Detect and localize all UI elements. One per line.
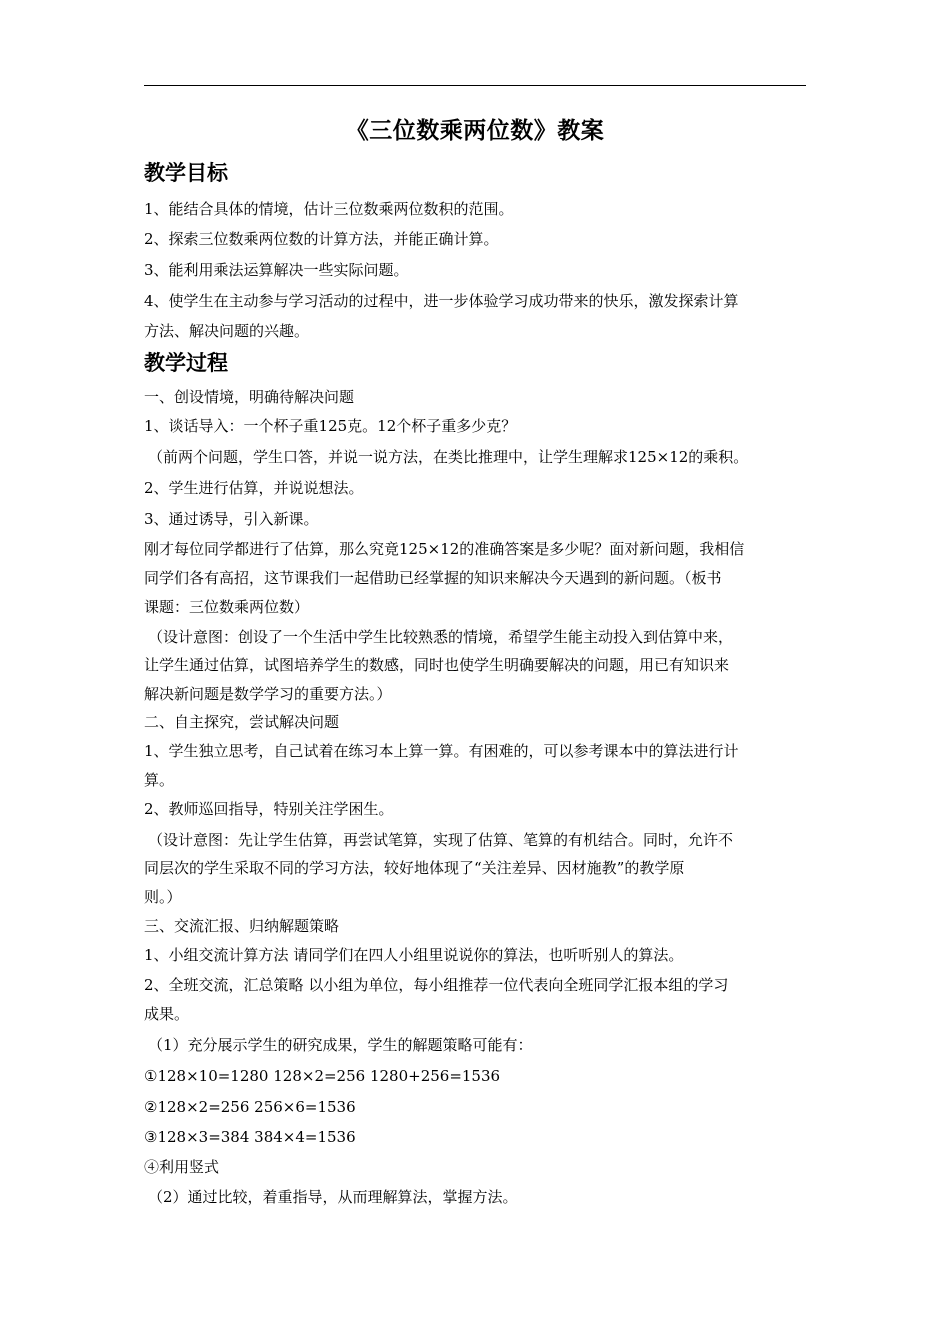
goal-2: 2、探索三位数乘两位数的计算方法，并能正确计算。 xyxy=(144,230,499,248)
paragraph: 成果。 xyxy=(144,1005,190,1023)
step-2-heading: 二、自主探究，尝试解决问题 xyxy=(144,713,340,731)
strategy-item: ③128×3=384 384×4=1536 xyxy=(144,1128,356,1146)
strategy-item: ①128×10=1280 128×2=256 1280+256=1536 xyxy=(144,1067,501,1085)
paragraph: （2）通过比较，着重指导，从而理解算法，掌握方法。 xyxy=(148,1188,518,1206)
paragraph: 2、教师巡回指导，特别关注学困生。 xyxy=(144,800,394,818)
step-3-heading: 三、交流汇报、归纳解题策略 xyxy=(144,917,340,935)
paragraph: 算。 xyxy=(144,771,175,789)
document-title: 《三位数乘两位数》教案 xyxy=(345,117,605,144)
heading-teaching-goals: 教学目标 xyxy=(144,160,228,185)
goal-4-line1: 4、使学生在主动参与学习活动的过程中，进一步体验学习成功带来的快乐，激发探索计算 xyxy=(144,292,739,310)
paragraph: 课题：三位数乘两位数） xyxy=(144,598,310,616)
strategy-item: ②128×2=256 256×6=1536 xyxy=(144,1098,356,1116)
design-intent-note: （设计意图：先让学生估算，再尝试笔算，实现了估算、笔算的有机结合。同时，允许不 xyxy=(148,831,734,849)
design-intent-note: 同层次的学生采取不同的学习方法，较好地体现了“关注差异、因材施教”的教学原 xyxy=(144,859,685,877)
design-intent-note: 解决新问题是数学学习的重要方法。） xyxy=(144,685,392,703)
strategy-item: ④利用竖式 xyxy=(144,1158,220,1176)
paragraph: 同学们各有高招，这节课我们一起借助已经掌握的知识来解决今天遇到的新问题。（板书 xyxy=(144,569,722,587)
paragraph: 2、学生进行估算，并说说想法。 xyxy=(144,479,364,497)
paragraph: 2、全班交流，汇总策略 以小组为单位，每小组推荐一位代表向全班同学汇报本组的学习 xyxy=(144,976,729,994)
header-rule xyxy=(144,85,806,86)
goal-3: 3、能利用乘法运算解决一些实际问题。 xyxy=(144,261,409,279)
paragraph: 1、学生独立思考，自己试着在练习本上算一算。有困难的，可以参考课本中的算法进行计 xyxy=(144,742,739,760)
design-intent-note: （设计意图：创设了一个生活中学生比较熟悉的情境，希望学生能主动投入到估算中来， xyxy=(148,628,734,646)
paragraph: （1）充分展示学生的研究成果，学生的解题策略可能有： xyxy=(148,1036,533,1054)
paragraph: 1、谈话导入：一个杯子重125克。12个杯子重多少克？ xyxy=(144,417,517,435)
heading-teaching-process: 教学过程 xyxy=(144,350,228,375)
paragraph: （前两个问题，学生口答，并说一说方法，在类比推理中，让学生理解求125×12的乘积。 xyxy=(148,448,749,466)
paragraph: 1、小组交流计算方法 请同学们在四人小组里说说你的算法，也听听别人的算法。 xyxy=(144,946,684,964)
paragraph: 刚才每位同学都进行了估算，那么究竟125×12的准确答案是多少呢？面对新问题，我相信 xyxy=(144,540,745,558)
design-intent-note: 让学生通过估算，试图培养学生的数感，同时也使学生明确要解决的问题，用已有知识来 xyxy=(144,656,730,674)
goal-4-line2: 方法、解决问题的兴趣。 xyxy=(144,322,310,340)
step-1-heading: 一、创设情境，明确待解决问题 xyxy=(144,388,355,406)
paragraph: 3、通过诱导，引入新课。 xyxy=(144,510,319,528)
design-intent-note: 则。） xyxy=(144,888,182,906)
goal-1: 1、能结合具体的情境，估计三位数乘两位数积的范围。 xyxy=(144,200,514,218)
